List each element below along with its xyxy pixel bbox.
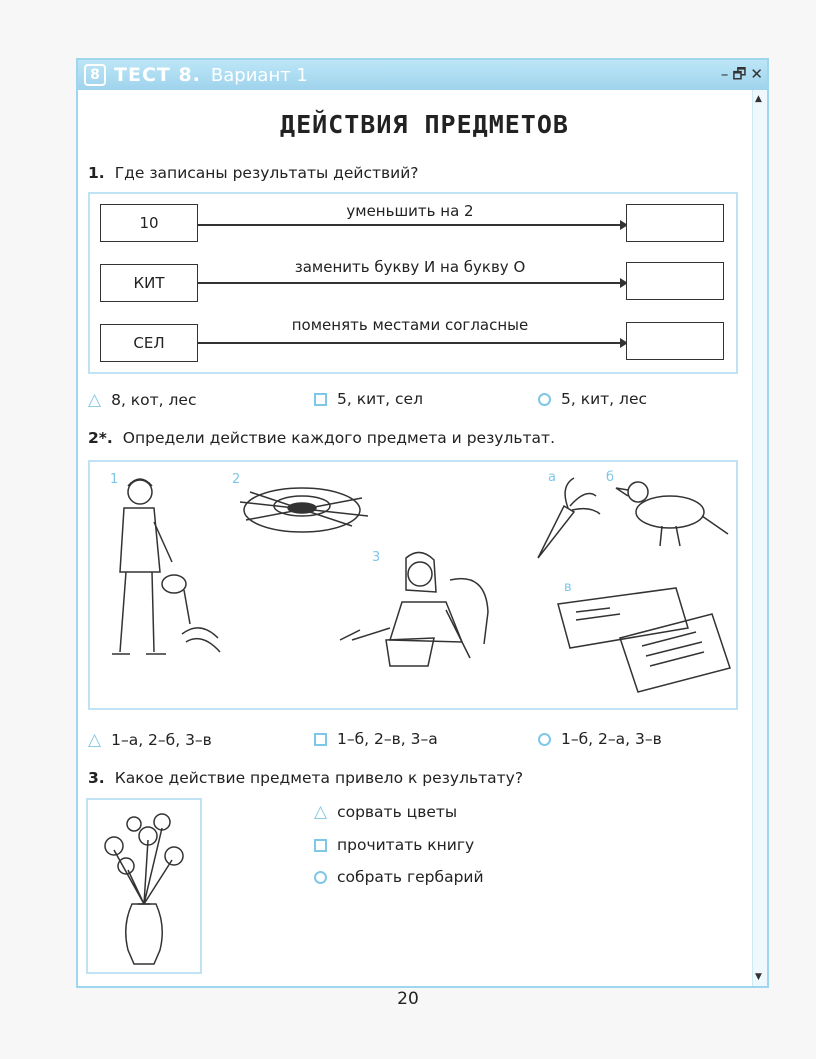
circle-icon [538,733,551,746]
answer-option[interactable] [314,836,484,854]
illustrations [90,462,736,708]
action-arrow [198,282,622,284]
question-2-number: 2*. [88,429,113,447]
page-number: 20 [397,989,419,1009]
option-label: 1–б, 2–а, 3–в [561,730,662,748]
window-controls [721,64,763,84]
triangle-icon: △ [88,730,102,750]
question-2-illustration [88,460,738,710]
question-2-text: Определи действие каждого предмета и результат. [122,429,556,447]
minimize-icon[interactable]: – [720,65,729,83]
circle-icon [538,393,551,406]
option-label: 5, кит, сел [337,390,423,408]
source-box: КИТ [100,264,198,302]
nest-icon [240,488,368,532]
answer-option[interactable] [88,730,212,750]
picture-label: б [606,470,615,485]
picture-label: в [564,580,572,595]
question-1 [88,164,419,182]
question-3-number: 3. [88,769,105,787]
scroll-up-icon[interactable]: ▲ [755,94,762,104]
action-label: уменьшить на 2 [346,202,474,220]
test-window [76,58,769,988]
picture-label: 3 [372,550,381,565]
picture-label: 2 [232,472,241,487]
triangle-icon: △ [88,390,102,410]
scroll-down-icon[interactable]: ▼ [755,972,762,982]
answer-option[interactable] [314,868,484,886]
picture-label: 1 [110,472,119,487]
picture-label: а [548,470,556,485]
option-label: 1–а, 2–б, 3–в [111,731,212,749]
option-label: собрать гербарий [337,868,484,886]
triangle-icon: △ [314,802,328,822]
result-box[interactable] [626,204,724,242]
bird-icon [616,482,728,546]
question-1-diagram [88,192,738,374]
close-icon[interactable]: ✕ [750,65,763,83]
square-icon [314,393,327,406]
question-3 [88,769,523,787]
circle-icon [314,871,327,884]
action-arrow [198,224,622,226]
question-1-text: Где записаны результаты действий? [114,164,419,182]
test-variant: Вариант 1 [210,64,308,86]
square-icon [314,733,327,746]
answer-option[interactable] [538,730,662,748]
flower-vase-icon [88,800,200,972]
page-title: ДЕЙСТВИЯ ПРЕДМЕТОВ [280,110,569,139]
restore-icon[interactable]: 🗗 [732,65,747,83]
source-box: 10 [100,204,198,242]
letters-icon [558,588,730,692]
carrot-icon [538,478,600,558]
question-1-number: 1. [88,164,105,182]
question-3-options [314,802,484,886]
test-badge: 8 [84,64,106,86]
option-label: 1–б, 2–в, 3–а [337,730,438,748]
answer-option[interactable] [314,730,438,748]
action-label: заменить букву И на букву О [294,258,526,276]
answer-option[interactable] [538,390,647,408]
source-box: СЕЛ [100,324,198,362]
answer-option[interactable] [314,802,484,822]
option-label: 5, кит, лес [561,390,647,408]
question-3-illustration [86,798,202,974]
action-label: поменять местами согласные [291,316,529,334]
option-label: сорвать цветы [337,803,458,821]
answer-option[interactable] [314,390,423,408]
question-2 [88,429,555,447]
scrollbar[interactable] [752,90,767,986]
result-box[interactable] [626,322,724,360]
square-icon [314,839,327,852]
title-bar[interactable] [78,60,767,90]
action-arrow [198,342,622,344]
answer-option[interactable] [88,390,197,410]
question-3-text: Какое действие предмета привело к результату? [114,769,524,787]
test-title: ТЕСТ 8. [114,64,201,86]
boy-watering-icon [112,479,220,654]
result-box[interactable] [626,262,724,300]
option-label: прочитать книгу [337,836,475,854]
option-label: 8, кот, лес [111,391,197,409]
girl-writing-icon [340,552,488,666]
